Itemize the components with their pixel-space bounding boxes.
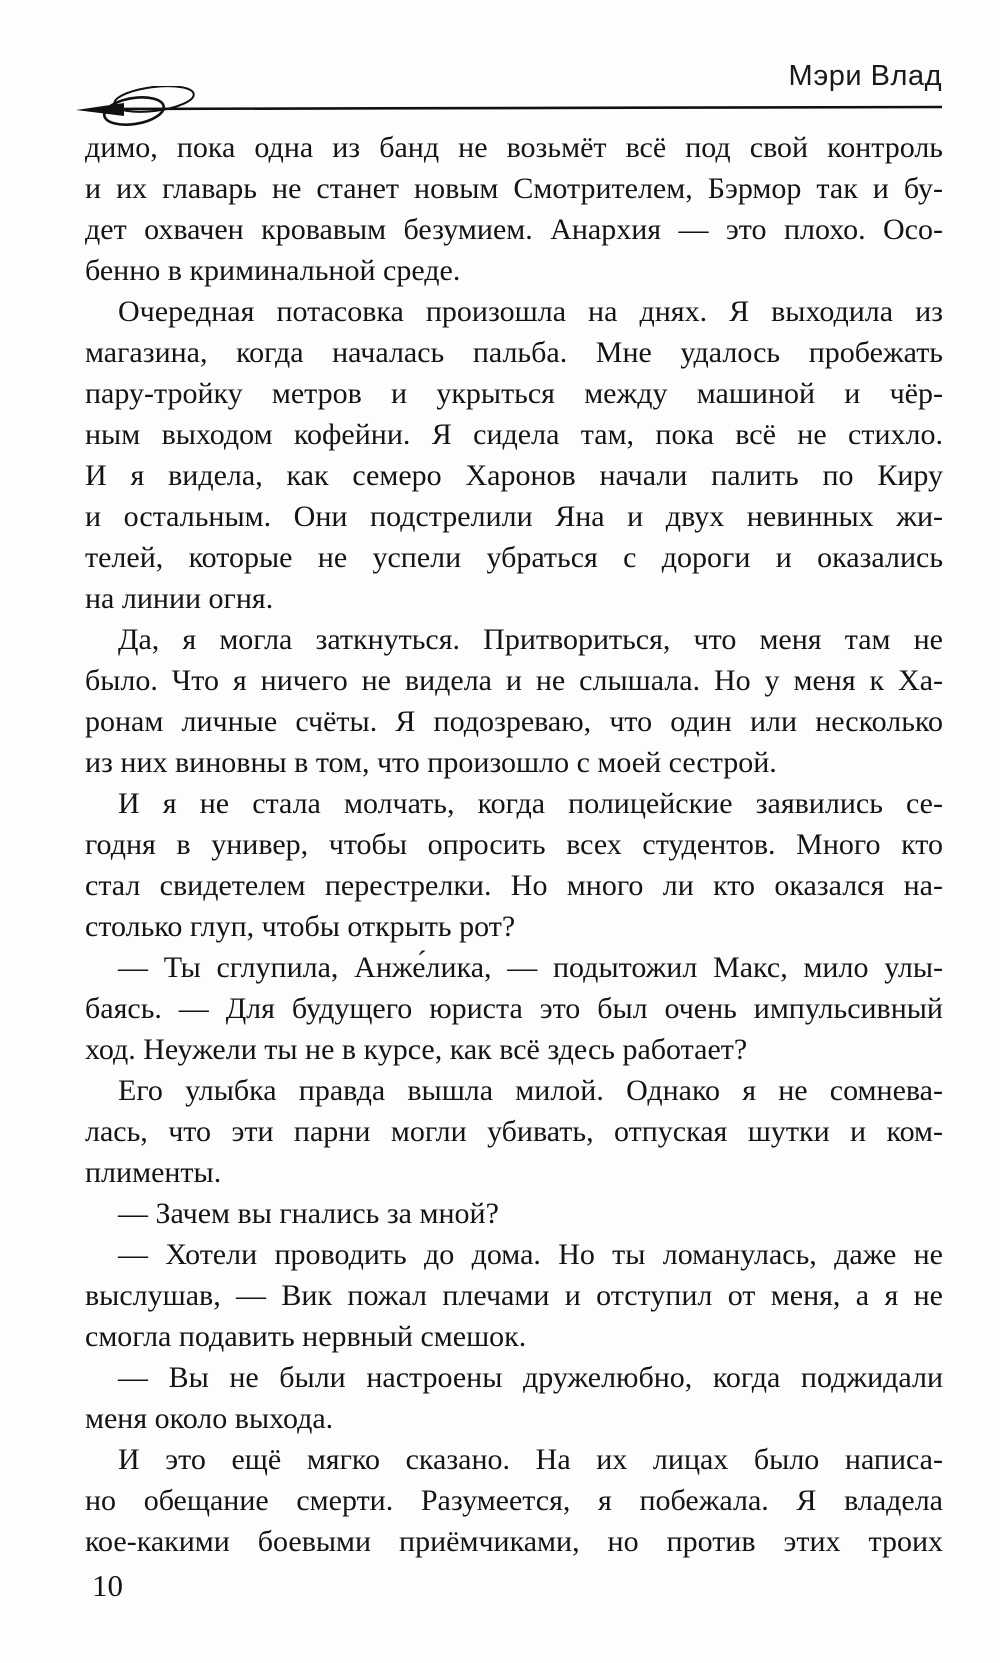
text-line: — Вы не были настроены дружелюбно, когда поджидали bbox=[118, 1361, 943, 1394]
text-line: кое-какими боевыми приёмчиками, но против этих троих bbox=[85, 1525, 943, 1558]
text-line: но обещание смерти. Разумеется, я побежала. Я владела bbox=[85, 1484, 943, 1517]
text-line: Его улыбка правда вышла милой. Однако я не сомнева- bbox=[118, 1074, 943, 1107]
text-line: И я не стала молчать, когда полицейские заявились се- bbox=[118, 787, 943, 820]
paragraph bbox=[85, 1070, 943, 1193]
text-line: ным выходом кофейни. Я сидела там, пока всё не стихло. bbox=[85, 418, 943, 451]
text-line: и их главарь не станет новым Смотрителем, Бэрмор так и бу- bbox=[85, 172, 943, 205]
text-line: И это ещё мягко сказано. На их лицах было написа- bbox=[118, 1443, 943, 1476]
paragraph bbox=[85, 783, 943, 947]
text-line: магазина, когда началась пальба. Мне удалось пробежать bbox=[85, 336, 943, 369]
running-head-author: Мэри Влад bbox=[788, 60, 942, 92]
text-line: из них виновны в том, что произошло с моей сестрой. bbox=[85, 746, 777, 779]
paragraph bbox=[85, 1234, 943, 1357]
paragraph bbox=[85, 619, 943, 783]
text-line: баясь. — Для будущего юриста это был очень импульсивный bbox=[85, 992, 943, 1025]
page-number: 10 bbox=[92, 1568, 123, 1603]
header-rule-ornament bbox=[72, 86, 944, 130]
text-line: меня около выхода. bbox=[85, 1402, 334, 1435]
paragraph bbox=[85, 1193, 943, 1234]
text-line: дет охвачен кровавым безумием. Анархия — это плохо. Осо- bbox=[85, 213, 943, 246]
text-line: бенно в криминальной среде. bbox=[85, 254, 461, 287]
text-line: выслушав, — Вик пожал плечами и отступил от меня, а я не bbox=[85, 1279, 943, 1312]
text-line: годня в универ, чтобы опросить всех студентов. Много кто bbox=[85, 828, 943, 861]
text-line: столько глуп, чтобы открыть рот? bbox=[85, 910, 516, 943]
text-line: плименты. bbox=[85, 1156, 222, 1189]
text-line: смогла подавить нервный смешок. bbox=[85, 1320, 527, 1353]
text-line: лась, что эти парни могли убивать, отпуская шутки и ком- bbox=[85, 1115, 943, 1148]
text-line: было. Что я ничего не видела и не слышала. Но у меня к Ха- bbox=[85, 664, 943, 697]
text-line: стал свидетелем перестрелки. Но много ли кто оказался на- bbox=[85, 869, 943, 902]
paragraph bbox=[85, 291, 943, 619]
text-line: — Ты сглупила, Анже́лика, — подытожил Макс, мило улы- bbox=[118, 951, 943, 984]
text-line: на линии огня. bbox=[85, 582, 274, 615]
text-line: Да, я могла заткнуться. Притвориться, что меня там не bbox=[118, 623, 943, 656]
text-line: димо, пока одна из банд не возьмёт всё под свой контроль bbox=[85, 131, 943, 164]
paragraph bbox=[85, 947, 943, 1070]
text-line: и остальным. Они подстрелили Яна и двух невинных жи- bbox=[85, 500, 943, 533]
text-line: ронам личные счёты. Я подозреваю, что один или несколько bbox=[85, 705, 943, 738]
text-line: пару-тройку метров и укрыться между машиной и чёр- bbox=[85, 377, 943, 410]
paragraph bbox=[85, 127, 943, 291]
text-line: — Зачем вы гнались за мной? bbox=[118, 1197, 499, 1230]
text-line: Очередная потасовка произошла на днях. Я выходила из bbox=[118, 295, 943, 328]
body-text bbox=[85, 127, 943, 1562]
text-line: И я видела, как семеро Харонов начали палить по Киру bbox=[85, 459, 943, 492]
paragraph bbox=[85, 1439, 943, 1562]
arrow-flourish-icon bbox=[72, 86, 944, 130]
text-line: — Хотели проводить до дома. Но ты ломанулась, даже не bbox=[118, 1238, 943, 1271]
paragraph bbox=[85, 1357, 943, 1439]
text-line: ход. Неужели ты не в курсе, как всё здесь работает? bbox=[85, 1033, 748, 1066]
text-line: телей, которые не успели убраться с дороги и оказались bbox=[85, 541, 943, 574]
